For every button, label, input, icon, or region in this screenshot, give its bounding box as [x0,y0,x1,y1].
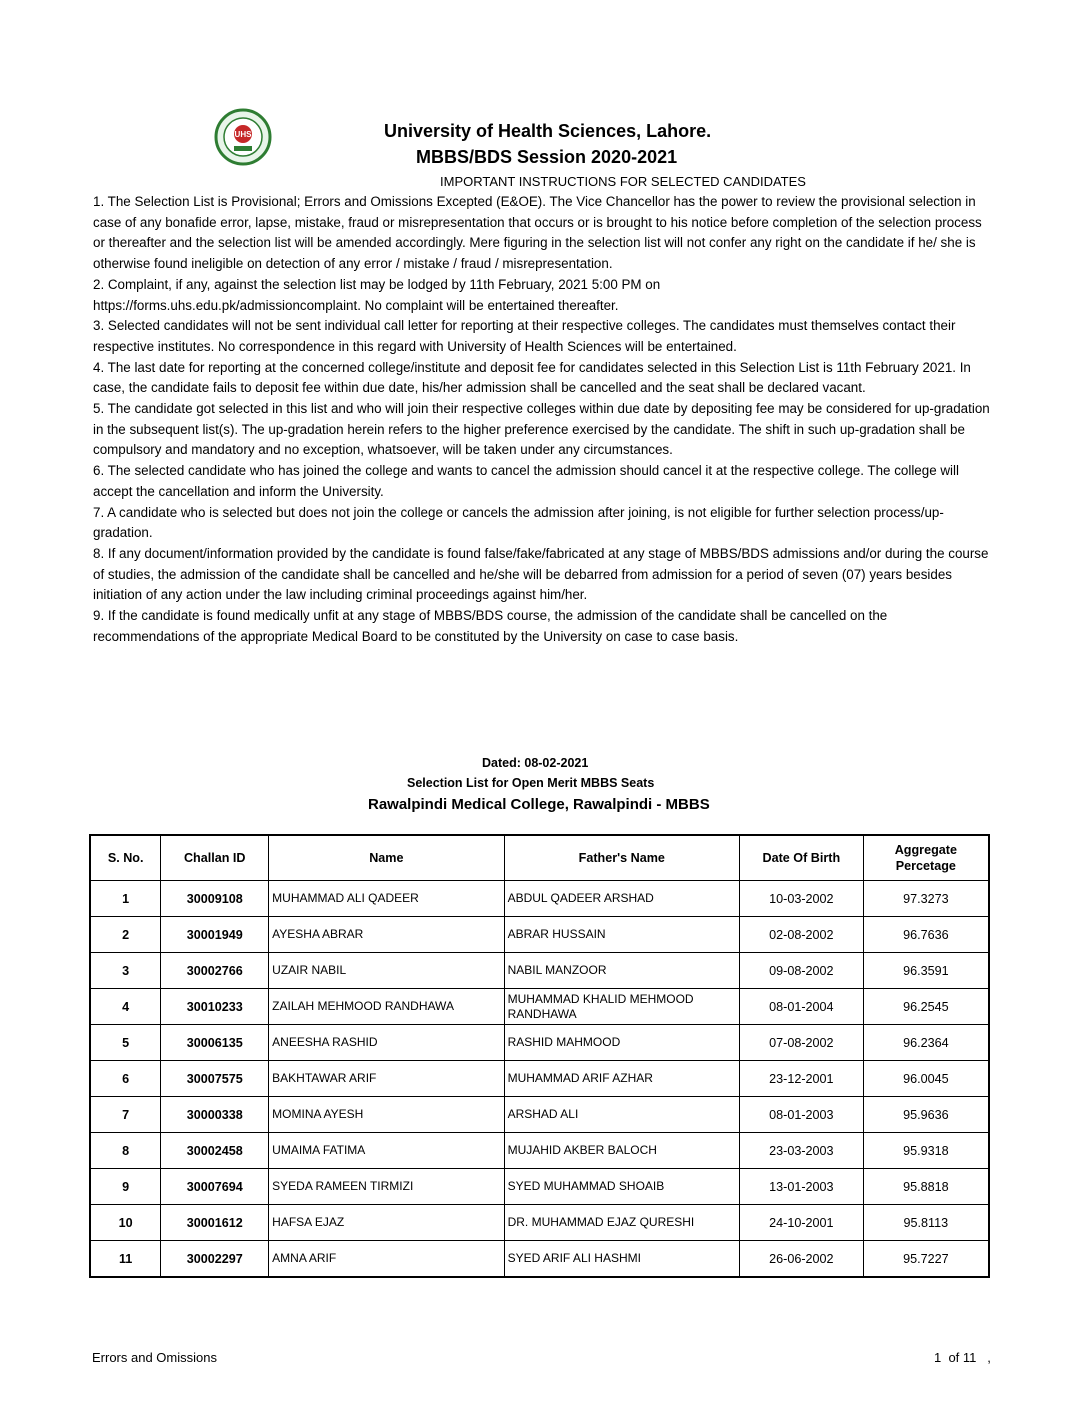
cell-father: NABIL MANZOOR [504,953,739,989]
table-row [90,953,989,989]
instructions-heading: IMPORTANT INSTRUCTIONS FOR SELECTED CANDIDATES [440,174,806,189]
cell-challan: 30002297 [161,1241,269,1278]
cell-aggregate: 96.2545 [863,989,989,1025]
university-title: University of Health Sciences, Lahore. [384,121,712,141]
footer-errors: Errors and Omissions [92,1350,217,1365]
cell-dob: 08-01-2003 [740,1097,864,1133]
cell-sno: 6 [90,1061,161,1097]
selection-table [89,834,990,1278]
instructions-list [93,192,993,647]
table-body [90,881,989,1278]
cell-dob: 13-01-2003 [740,1169,864,1205]
svg-text:UHS: UHS [234,130,252,139]
instruction-3: 3. Selected candidates will not be sent individual call letter for reporting at their respective colleges. The candidates must themselves contact their respective institutes. No correspondence in this regard with University of Health Sciences will be entertained. [93,318,956,354]
cell-dob: 26-06-2002 [740,1241,864,1278]
table-row [90,1133,989,1169]
table-row [90,1097,989,1133]
cell-challan: 30007694 [161,1169,269,1205]
cell-father: MUHAMMAD ARIF AZHAR [504,1061,739,1097]
table-row [90,1241,989,1278]
cell-father: MUHAMMAD KHALID MEHMOOD RANDHAWA [504,989,739,1025]
cell-father: MUJAHID AKBER BALOCH [504,1133,739,1169]
cell-father: SYED MUHAMMAD SHOAIB [504,1169,739,1205]
cell-aggregate: 95.9636 [863,1097,989,1133]
col-aggregate: Aggregate Percetage [863,835,989,881]
instruction-8: 8. If any document/information provided by the candidate is found false/fake/fabricated at any stage of MBBS/BDS admissions and/or during the course of studies, the admission of the candidate shall be cancelled and he/she will be debarred from admission for a period of seven (07) years besides initiation of any action under the law including criminal proceedings against him/her. [93,545,989,603]
dated-label: Dated: 08-02-2021 [482,756,589,770]
table-row [90,1025,989,1061]
cell-name: MUHAMMAD ALI QADEER [269,881,504,917]
instruction-7: 7. A candidate who is selected but does not join the college or cancels the admission after joining, is not eligible for further selection process/up-gradation. [93,504,944,541]
instruction-2-link: https://forms.uhs.edu.pk/admissioncomplaint. No complaint will be entertained thereafter. [93,297,619,313]
cell-father: RASHID MAHMOOD [504,1025,739,1061]
instruction-9: 9. If the candidate is found medically unfit at any stage of MBBS/BDS course, the admission of the candidate shall be cancelled on the recommendations of the appropriate Medical Board to be constituted by the University on case to case basis. [93,608,888,644]
cell-dob: 07-08-2002 [740,1025,864,1061]
table-row [90,989,989,1025]
selection-table-wrap [89,834,990,1278]
cell-sno: 5 [90,1025,161,1061]
cell-aggregate: 96.2364 [863,1025,989,1061]
cell-aggregate: 95.9318 [863,1133,989,1169]
cell-dob: 09-08-2002 [740,953,864,989]
cell-name: HAFSA EJAZ [269,1205,504,1241]
cell-name: ANEESHA RASHID [269,1025,504,1061]
cell-challan: 30001949 [161,917,269,953]
cell-dob: 23-03-2003 [740,1133,864,1169]
cell-aggregate: 96.7636 [863,917,989,953]
cell-name: SYEDA RAMEEN TIRMIZI [269,1169,504,1205]
cell-dob: 23-12-2001 [740,1061,864,1097]
cell-sno: 4 [90,989,161,1025]
cell-aggregate: 96.0045 [863,1061,989,1097]
cell-name: ZAILAH MEHMOOD RANDHAWA [269,989,504,1025]
instruction-4: 4. The last date for reporting at the concerned college/institute and deposit fee for candidates selected in this Selection List is 11th February 2021. In case, the candidate fails to deposit fee within due date, his/her admission shall be cancelled and the seat shall be declared vacant. [93,359,971,396]
cell-father: DR. MUHAMMAD EJAZ QURESHI [504,1205,739,1241]
session-title: MBBS/BDS Session 2020-2021 [416,147,678,167]
cell-name: UZAIR NABIL [269,953,504,989]
table-row [90,1169,989,1205]
table-row [90,917,989,953]
col-name: Name [269,835,504,881]
cell-challan: 30002458 [161,1133,269,1169]
cell-father: ARSHAD ALI [504,1097,739,1133]
cell-name: MOMINA AYESH [269,1097,504,1133]
page-number: 1 of 11 , [934,1350,991,1365]
college-title: Rawalpindi Medical College, Rawalpindi - MBBS [368,796,710,813]
cell-challan: 30010233 [161,989,269,1025]
cell-challan: 30000338 [161,1097,269,1133]
col-father: Father's Name [504,835,739,881]
cell-aggregate: 95.8818 [863,1169,989,1205]
cell-sno: 11 [90,1241,161,1278]
col-dob: Date Of Birth [740,835,864,881]
cell-challan: 30006135 [161,1025,269,1061]
instruction-6: 6. The selected candidate who has joined the college and wants to cancel the admission should cancel it at the respective college. The college will accept the cancellation and inform the University. [93,463,959,499]
cell-father: ABDUL QADEER ARSHAD [504,881,739,917]
cell-sno: 8 [90,1133,161,1169]
cell-name: BAKHTAWAR ARIF [269,1061,504,1097]
cell-aggregate: 97.3273 [863,881,989,917]
col-challan: Challan ID [161,835,269,881]
cell-name: AYESHA ABRAR [269,917,504,953]
instruction-5: 5. The candidate got selected in this list and who will join their respective colleges within due date by depositing fee may be considered for up-gradation in the subsequent list(s). The up-gradation herein refers to the higher preference exercised by the candidate. The shift in such up-gradation shall be compulsory and mandatory and no exception, whatsoever, will be taken under any circumstances. [93,401,990,458]
cell-sno: 1 [90,881,161,917]
instruction-1: 1. The Selection List is Provisional; Errors and Omissions Excepted (E&OE). The Vice Chancellor has the power to review the provisional selection in case of any bonafide error, lapse, mistake, fraud or misrepresentation that occurs or is brought to his notice before completion of the selection process or thereafter and the selection list will be amended accordingly. Mere figuring in the selection list will not confer any right on the candidate if he/ she is otherwise found ineligible on detection of any error / mistake / fraud / misrepresentation. [93,194,982,272]
cell-aggregate: 95.7227 [863,1241,989,1278]
cell-challan: 30002766 [161,953,269,989]
table-row [90,881,989,917]
col-sno: S. No. [90,835,161,881]
list-title: Selection List for Open Merit MBBS Seats [407,776,655,790]
cell-aggregate: 96.3591 [863,953,989,989]
instruction-2: 2. Complaint, if any, against the selection list may be lodged by 11th February, 2021 5:00 PM on [93,276,661,292]
table-row [90,1061,989,1097]
cell-sno: 10 [90,1205,161,1241]
cell-name: UMAIMA FATIMA [269,1133,504,1169]
cell-father: ABRAR HUSSAIN [504,917,739,953]
cell-name: AMNA ARIF [269,1241,504,1278]
table-header-row [90,835,989,881]
cell-sno: 3 [90,953,161,989]
cell-challan: 30007575 [161,1061,269,1097]
cell-sno: 7 [90,1097,161,1133]
cell-dob: 24-10-2001 [740,1205,864,1241]
cell-challan: 30009108 [161,881,269,917]
table-row [90,1205,989,1241]
cell-dob: 10-03-2002 [740,881,864,917]
uhs-logo [214,108,272,166]
cell-sno: 2 [90,917,161,953]
cell-father: SYED ARIF ALI HASHMI [504,1241,739,1278]
cell-aggregate: 95.8113 [863,1205,989,1241]
cell-challan: 30001612 [161,1205,269,1241]
cell-dob: 08-01-2004 [740,989,864,1025]
cell-dob: 02-08-2002 [740,917,864,953]
cell-sno: 9 [90,1169,161,1205]
